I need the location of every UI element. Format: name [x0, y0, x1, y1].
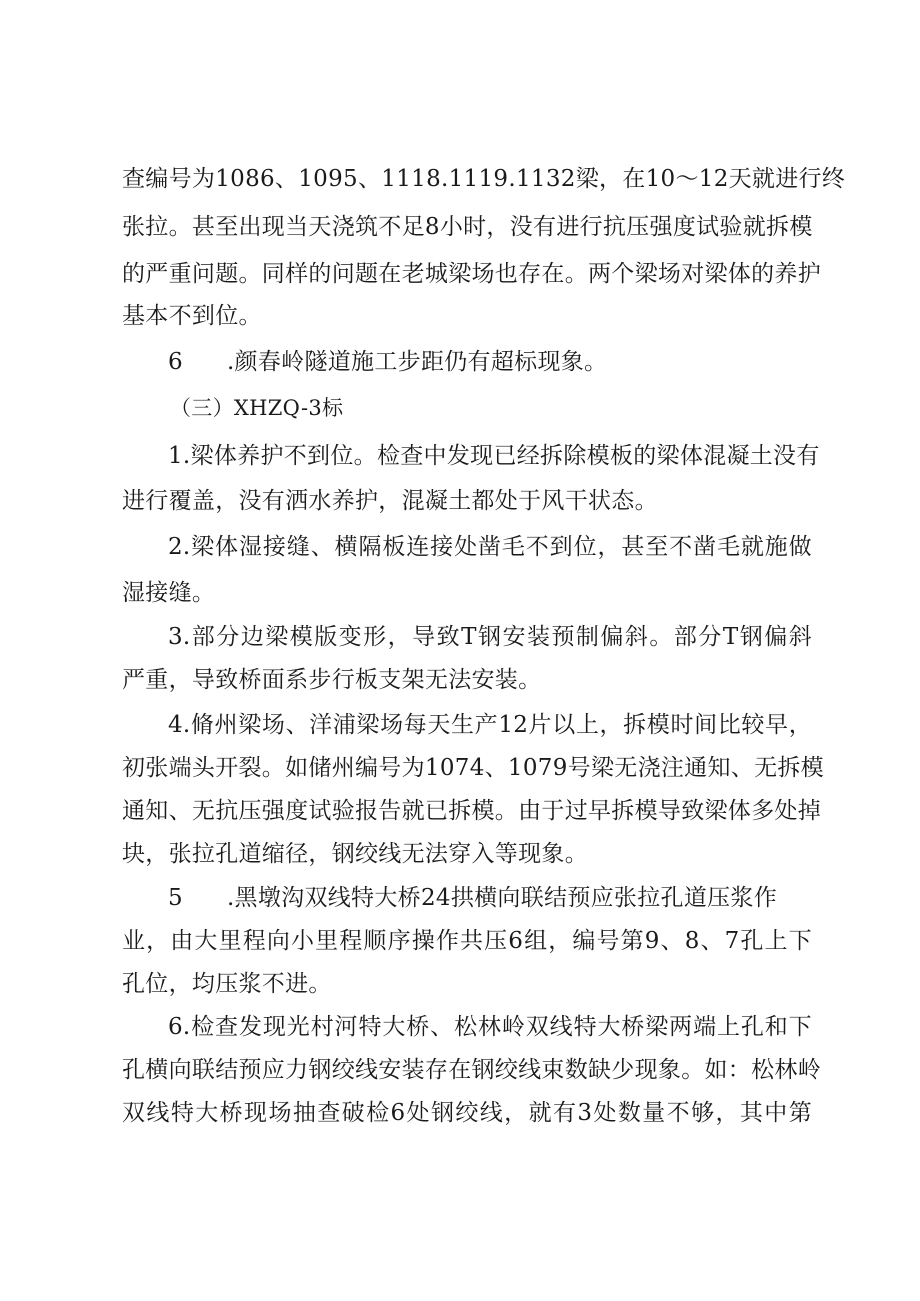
paragraph-line: 1.梁体养护不到位。检查中发现已经拆除模板的梁体混凝土没有: [168, 443, 820, 469]
paragraph-line: 湿接缝。: [122, 580, 216, 606]
paragraph-line: 6.检查发现光村河特大桥、松林岭双线特大桥梁两端上孔和下: [168, 1014, 812, 1040]
paragraph-line: 双线特大桥现场抽查破检6处钢绞线，就有3处数量不够，其中第: [122, 1100, 812, 1126]
paragraph-line: 孔位，均压浆不进。: [122, 971, 332, 997]
list-item-5: [168, 882, 777, 914]
paragraph-line: 块，张拉孔道缩径，钢绞线无法穿入等现象。: [122, 841, 588, 867]
paragraph-line: 初张端头开裂。如储州编号为1074、1079号梁无浇注通知、无拆模: [122, 755, 824, 781]
paragraph-line: 3.部分边梁模版变形，导致T钢安装预制偏斜。部分T钢偏斜: [168, 624, 812, 650]
paragraph-line: 查编号为1086、1095、1118.1119.1132梁，在10～12天就进行终: [122, 166, 846, 192]
list-item-text: .颜春岭隧道施工步距仍有超标现象。: [226, 349, 608, 375]
list-number: 5: [168, 885, 183, 911]
paragraph-line: 业，由大里程向小里程顺序操作共压6组，编号第9、8、7孔上下: [122, 928, 812, 954]
paragraph-line: 2.梁体湿接缝、横隔板连接处凿毛不到位，甚至不凿毛就施做: [168, 534, 812, 560]
paragraph-line: 严重，导致桥面系步行板支架无法安装。: [122, 667, 542, 693]
paragraph-line: 孔横向联结预应力钢绞线安装存在钢绞线束数缺少现象。如：松林岭: [122, 1057, 821, 1083]
section-heading: （三）XHZQ-3标: [170, 396, 344, 420]
paragraph-line: 的严重问题。同样的问题在老城梁场也存在。两个梁场对梁体的养护: [122, 261, 821, 287]
list-number: 6: [168, 349, 183, 375]
paragraph-line: 基本不到位。: [122, 303, 262, 329]
list-item-text: .黑墩沟双线特大桥24拱横向联结预应张拉孔道压浆作: [226, 885, 778, 911]
paragraph-line: 4.脩州梁场、洋浦梁场每天生产12片以上，拆模时间比较早，: [168, 712, 812, 738]
paragraph-line: 进行覆盖，没有洒水养护，混凝土都处于风干状态。: [122, 488, 658, 514]
paragraph-line: 通知、无抗压强度试验报告就已拆模。由于过早拆模导致梁体多处掉: [122, 798, 821, 824]
paragraph-line: 张拉。甚至出现当天浇筑不足8小时，没有进行抗压强度试验就拆模: [122, 214, 813, 240]
list-item-6: [168, 346, 607, 378]
